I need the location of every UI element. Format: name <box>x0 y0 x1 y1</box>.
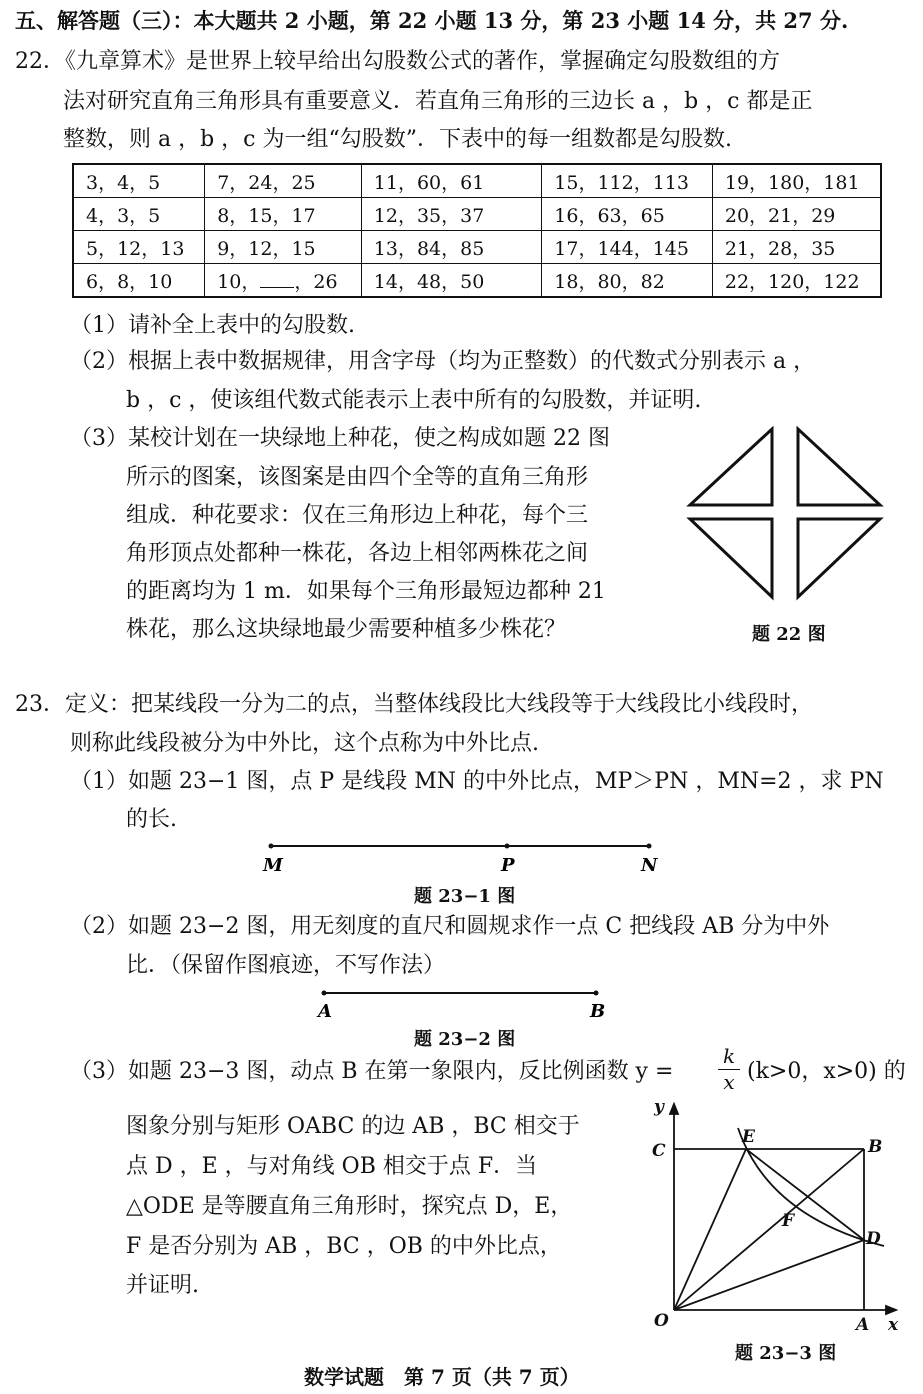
label-a: A <box>856 1315 870 1335</box>
q23-part-1-line-1: （1）如题 23−1 图，点 P 是线段 MN 的中外比点，MP＞PN ，MN=2 ，求 PN <box>70 769 884 794</box>
q23-intro-line-2: 则称此线段被分为中外比，这个点称为中外比点. <box>70 731 539 756</box>
fig23-3-caption: 题 23−3 图 <box>735 1343 837 1364</box>
table-cell: 12，35，37 <box>361 198 542 231</box>
x-axis-arrow <box>886 1306 896 1314</box>
q23-part-3-line-1a: （3）如题 23−3 图，动点 B 在第一象限内，反比例函数 y = <box>70 1059 674 1084</box>
label-d: D <box>866 1229 881 1249</box>
fraction-denominator: x <box>723 1070 735 1094</box>
label-f: F <box>782 1211 795 1231</box>
fraction-k-over-x <box>717 1044 741 1094</box>
q23-part-3-line-2: 图象分别与矩形 OABC 的边 AB ，BC 相交于 <box>126 1114 580 1139</box>
q23-part-3-line-5: F 是否分别为 AB ，BC ，OB 的中外比点， <box>126 1234 562 1259</box>
segment-od <box>674 1240 864 1310</box>
label-b: B <box>868 1137 883 1157</box>
table-cell: 8，15，17 <box>205 198 362 231</box>
table-cell: 15，112，113 <box>542 164 713 198</box>
triangle-top-left <box>690 429 772 505</box>
table-row <box>73 164 881 198</box>
label-e: E <box>742 1127 755 1147</box>
blank-suffix: ，26 <box>294 270 338 293</box>
label-p: P <box>501 855 515 876</box>
table-row <box>73 231 881 264</box>
triangle-bottom-right <box>798 519 880 597</box>
y-axis-arrow <box>670 1104 678 1114</box>
table-cell: 6，8，10 <box>73 264 205 298</box>
fig22-caption: 题 22 图 <box>752 624 826 645</box>
triangle-bottom-left <box>690 519 772 597</box>
table-cell: 13，84，85 <box>361 231 542 264</box>
label-o: O <box>654 1311 669 1331</box>
table-row <box>73 264 881 298</box>
table-cell: 18，80，82 <box>542 264 713 298</box>
q23-part-2-line-1: （2）如题 23−2 图，用无刻度的直尺和圆规求作一点 C 把线段 AB 分为中外 <box>70 914 830 939</box>
page-footer: 数学试题 第 7 页（共 7 页） <box>304 1365 580 1389</box>
q22-intro-line-2: 法对研究直角三角形具有重要意义．若直角三角形的三边长 a ，b ，c 都是正 <box>63 89 813 114</box>
label-n: N <box>641 855 658 876</box>
table-cell: 11，60，61 <box>361 164 542 198</box>
q22-part-3-line-5: 的距离均为 1 m．如果每个三角形最短边都种 21 <box>126 579 606 604</box>
q23-part-3-line-3: 点 D ，E ，与对角线 OB 相交于点 F．当 <box>126 1154 538 1179</box>
pythagorean-table <box>72 163 882 298</box>
section-header: 五、解答题（三）：本大题共 2 小题，第 22 小题 13 分，第 23 小题 14 分，共 27 分. <box>15 8 849 33</box>
label-m: M <box>263 855 283 876</box>
table-cell: 22，120，122 <box>712 264 881 298</box>
table-cell: 5，12，13 <box>73 231 205 264</box>
q22-part-3-line-2: 所示的图案，该图案是由四个全等的直角三角形 <box>126 465 589 490</box>
q22-intro-line-1: 22．《九章算术》是世界上较早给出勾股数公式的著作，掌握确定勾股数组的方 <box>15 49 780 74</box>
q22-part-1: （1）请补全上表中的勾股数. <box>70 313 355 338</box>
fraction-numerator: k <box>722 1044 736 1068</box>
point-m <box>269 844 274 849</box>
table-cell: 17，144，145 <box>542 231 713 264</box>
table-cell: 21，28，35 <box>712 231 881 264</box>
q22-part-2-line-1: （2）根据上表中数据规律，用含字母（均为正整数）的代数式分别表示 a ， <box>70 349 816 374</box>
q22-intro-line-3: 整数，则 a ，b ，c 为一组“勾股数”．下表中的每一组数都是勾股数. <box>63 127 732 152</box>
point-n <box>647 844 652 849</box>
table-row <box>73 198 881 231</box>
label-x: x <box>888 1315 899 1335</box>
q23-part-2-line-2: 比．（保留作图痕迹，不写作法） <box>126 953 446 978</box>
fill-in-blank[interactable] <box>260 269 294 288</box>
figure-23-2 <box>310 985 620 1025</box>
label-b: B <box>590 1001 606 1022</box>
figure-23-1 <box>255 838 675 878</box>
q23-part-3-line-1b: (k>0，x>0) 的 <box>747 1059 906 1084</box>
q22-part-3-line-3: 组成．种花要求：仅在三角形边上种花，每个三 <box>126 503 589 528</box>
table-cell-blank <box>205 264 362 298</box>
blank-prefix: 10， <box>217 270 261 293</box>
label-c: C <box>652 1141 666 1161</box>
table-cell: 4，3，5 <box>73 198 205 231</box>
q22-part-3-line-6: 株花，那么这块绿地最少需要种植多少株花？ <box>126 617 567 642</box>
fig23-2-caption: 题 23−2 图 <box>414 1029 516 1050</box>
triangle-top-right <box>798 429 880 505</box>
figure-23-3 <box>640 1098 910 1338</box>
point-p <box>505 844 510 849</box>
q22-part-3-line-4: 角形顶点处都种一株花，各边上相邻两株花之间 <box>126 541 589 566</box>
figure-22 <box>680 425 900 605</box>
q23-intro-line-1: 23．定义：把某线段一分为二的点，当整体线段比大线段等于大线段比小线段时， <box>15 692 813 717</box>
table-cell: 3，4，5 <box>73 164 205 198</box>
fig23-1-caption: 题 23−1 图 <box>414 886 516 907</box>
segment-ed <box>746 1149 864 1240</box>
label-a: A <box>318 1001 332 1022</box>
table-cell: 14，48，50 <box>361 264 542 298</box>
q23-part-1-line-2: 的长. <box>126 807 177 832</box>
table-cell: 19，180，181 <box>712 164 881 198</box>
hyperbola-curve <box>738 1128 884 1246</box>
table-cell: 20，21，29 <box>712 198 881 231</box>
label-y: y <box>654 1098 664 1117</box>
point-a <box>322 991 327 996</box>
q23-part-3-line-6: 并证明. <box>126 1273 199 1298</box>
q22-part-3-line-1: （3）某校计划在一块绿地上种花，使之构成如题 22 图 <box>70 426 610 451</box>
q22-part-2-line-2: b ，c ，使该组代数式能表示上表中所有的勾股数，并证明. <box>126 388 702 413</box>
table-cell: 7，24，25 <box>205 164 362 198</box>
table-cell: 16，63，65 <box>542 198 713 231</box>
segment-oe <box>674 1149 746 1310</box>
table-cell: 9，12，15 <box>205 231 362 264</box>
point-b <box>594 991 599 996</box>
q23-part-3-line-4: △ODE 是等腰直角三角形时，探究点 D，E， <box>126 1194 573 1219</box>
